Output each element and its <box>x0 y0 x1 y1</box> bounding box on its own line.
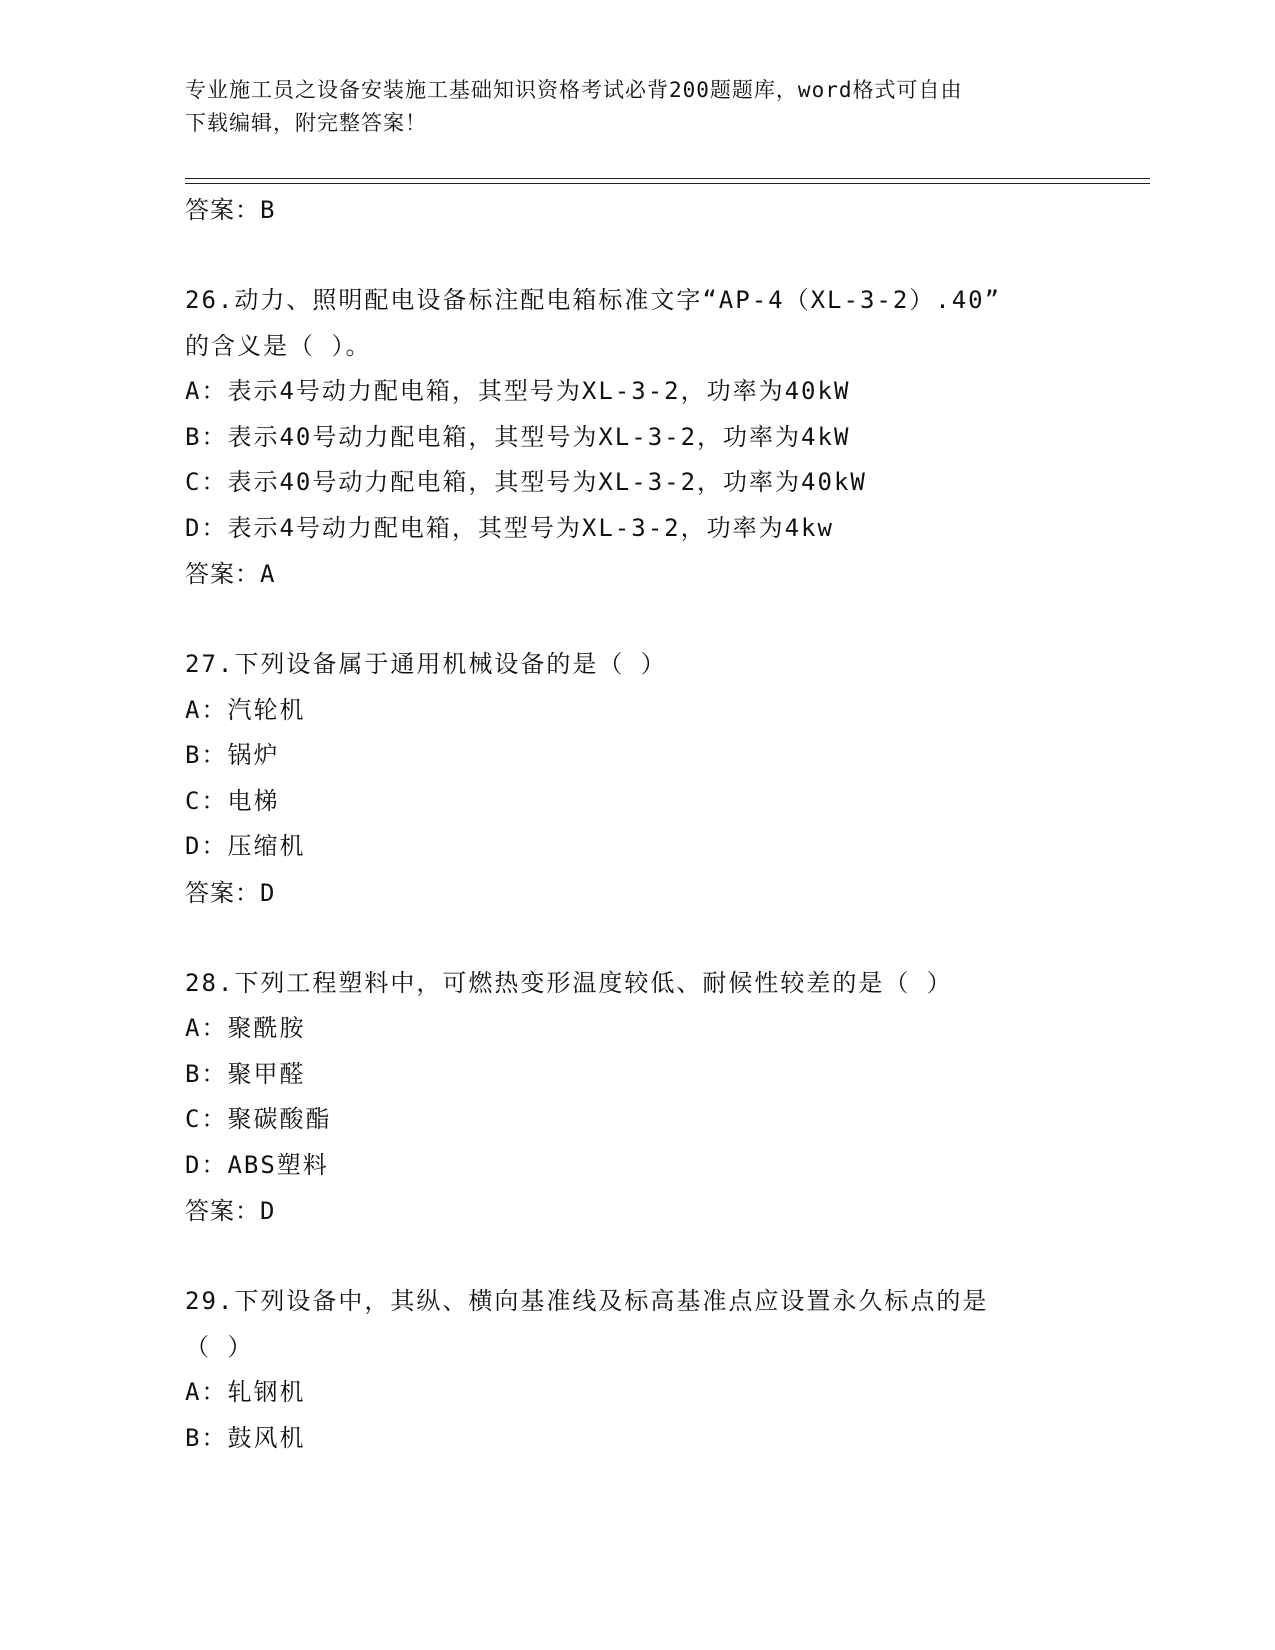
question-stem: 29.下列设备中，其纵、横向基准线及标高基准点应设置永久标点的是 <box>185 1287 989 1315</box>
option-b: B：表示40号动力配电箱，其型号为XL-3-2，功率为4kW <box>185 422 851 451</box>
option-b: B：鼓风机 <box>185 1423 306 1452</box>
question-block <box>185 961 1085 1235</box>
option-a: A：汽轮机 <box>185 695 306 724</box>
answer-line: 答案：D <box>185 1197 276 1225</box>
question-list <box>185 187 1085 1461</box>
spacer <box>185 916 1085 961</box>
option-c: C：聚碳酸酯 <box>185 1105 332 1133</box>
question-block <box>185 278 1085 597</box>
header-divider-top <box>185 178 1150 179</box>
option-c: C：表示40号动力配电箱，其型号为XL-3-2，功率为40kW <box>185 468 867 496</box>
question-stem-continued: 的含义是（ ）。 <box>185 331 372 360</box>
answer-line: 答案：A <box>185 560 276 588</box>
option-a: A：轧钢机 <box>185 1378 306 1406</box>
question-stem: 27.下列设备属于通用机械设备的是（ ） <box>185 650 667 678</box>
option-d: D：表示4号动力配电箱，其型号为XL-3-2，功率为4kw <box>185 513 834 542</box>
question-block <box>185 1279 1085 1461</box>
option-d: D：ABS塑料 <box>185 1150 329 1179</box>
header-divider-bottom <box>185 183 1150 184</box>
option-a: A：表示4号动力配电箱，其型号为XL-3-2，功率为40kW <box>185 377 851 405</box>
option-b: B：锅炉 <box>185 741 280 769</box>
question-block <box>185 642 1085 916</box>
spacer <box>185 1234 1085 1279</box>
header-line-1: 专业施工员之设备安装施工基础知识资格考试必背200题题库，word格式可自由 <box>185 78 963 102</box>
question-stem: 28.下列工程塑料中，可燃热变形温度较低、耐候性较差的是（ ） <box>185 968 953 997</box>
header-line-2: 下载编辑，附完整答案！ <box>185 111 427 135</box>
option-c: C：电梯 <box>185 786 280 815</box>
answer-line: 答案：B <box>185 196 276 224</box>
option-a: A：聚酰胺 <box>185 1014 306 1042</box>
page-header <box>185 74 1085 140</box>
option-b: B：聚甲醛 <box>185 1059 306 1088</box>
option-d: D：压缩机 <box>185 832 306 860</box>
spacer <box>185 597 1085 642</box>
question-stem-continued: （ ） <box>185 1332 254 1361</box>
answer-line: 答案：D <box>185 878 276 907</box>
spacer <box>185 233 1085 278</box>
question-stem: 26.动力、照明配电设备标注配电箱标准文字“AP-4（XL-3-2）.40” <box>185 286 1002 314</box>
